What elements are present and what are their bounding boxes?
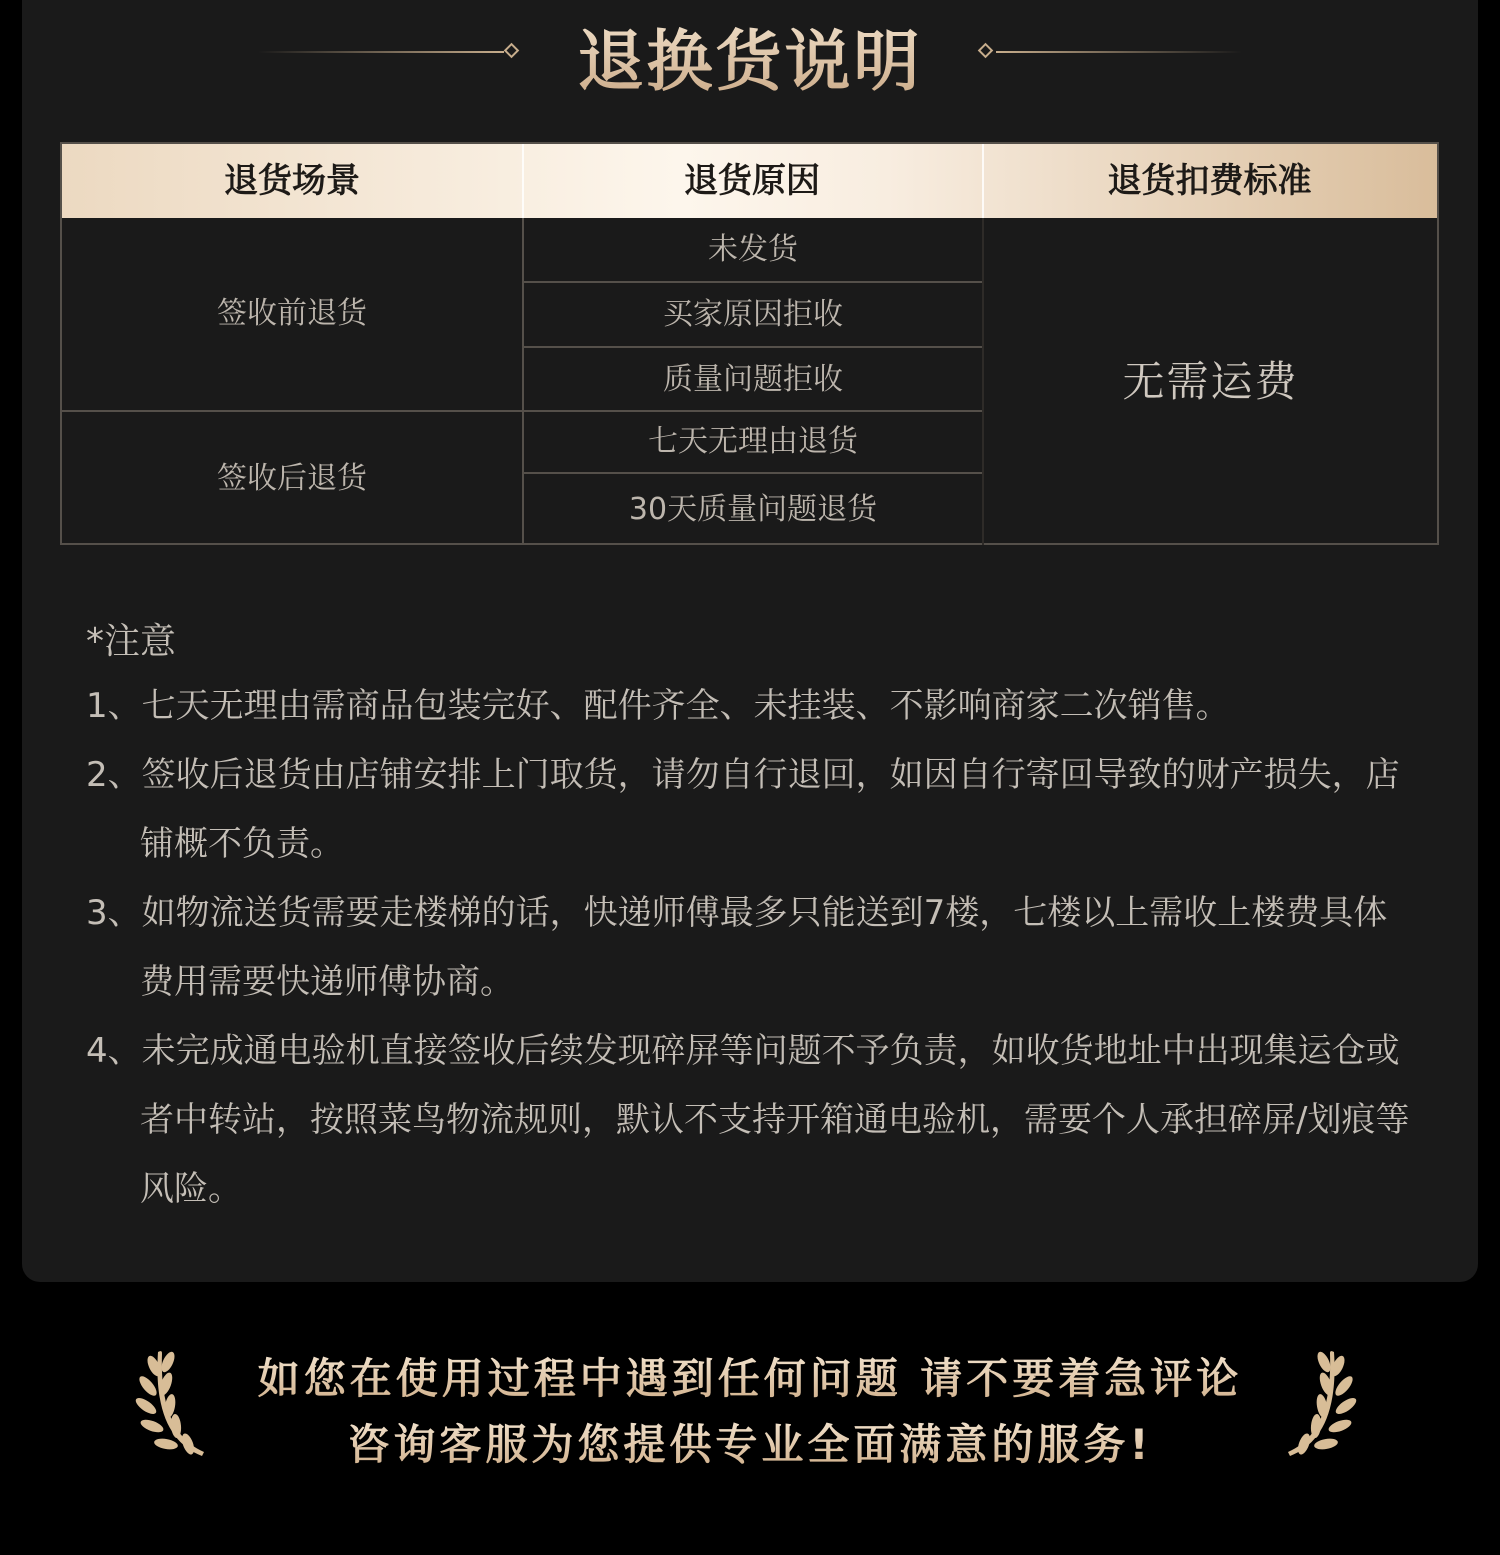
title-right-line bbox=[996, 51, 1242, 53]
title-row bbox=[0, 0, 1500, 100]
note-item: 1、七天无理由需商品包装完好、配件齐全、未挂装、不影响商家二次销售。 bbox=[86, 686, 1230, 726]
reason-thirty-day-quality: 30天质量问题退货 bbox=[628, 492, 878, 527]
header-fee: 退货扣费标准 bbox=[1107, 161, 1312, 201]
return-policy-table bbox=[60, 142, 1439, 545]
fee-standard: 无需运费 bbox=[1122, 357, 1299, 406]
reason-quality-refused: 质量问题拒收 bbox=[663, 362, 843, 397]
scene-after-signing: 签收后退货 bbox=[217, 461, 367, 496]
note-item: 3、如物流送货需要走楼梯的话，快递师傅最多只能送到7楼，七楼以上需收上楼费具体费用需要快递师傅协商。 bbox=[86, 893, 1388, 1002]
footer-line-2: 咨询客服为您提供专业全面满意的服务! bbox=[0, 1412, 1500, 1472]
reason-not-shipped: 未发货 bbox=[708, 232, 798, 267]
footer-banner bbox=[0, 1282, 1500, 1555]
table-header bbox=[62, 144, 1437, 218]
notes-heading: *注意 bbox=[86, 621, 177, 662]
page-title: 退换货说明 bbox=[0, 8, 1500, 103]
scene-before-signing: 签收前退货 bbox=[217, 296, 367, 331]
note-item: 2、签收后退货由店铺安排上门取货，请勿自行退回，如因自行寄回导致的财产损失，店铺概不负责。 bbox=[86, 755, 1400, 864]
footer-line-1: 如您在使用过程中遇到任何问题 请不要着急评论 bbox=[0, 1346, 1500, 1406]
header-scene: 退货场景 bbox=[224, 161, 360, 201]
header-reason: 退货原因 bbox=[684, 161, 820, 201]
reason-seven-day: 七天无理由退货 bbox=[648, 424, 858, 459]
reason-buyer-refused: 买家原因拒收 bbox=[663, 297, 843, 332]
note-item: 4、未完成通电验机直接签收后续发现碎屏等问题不予负责，如收货地址中出现集运仓或者中转站，按照菜鸟物流规则，默认不支持开箱通电验机，需要个人承担碎屏/划痕等风险。 bbox=[86, 1031, 1410, 1209]
